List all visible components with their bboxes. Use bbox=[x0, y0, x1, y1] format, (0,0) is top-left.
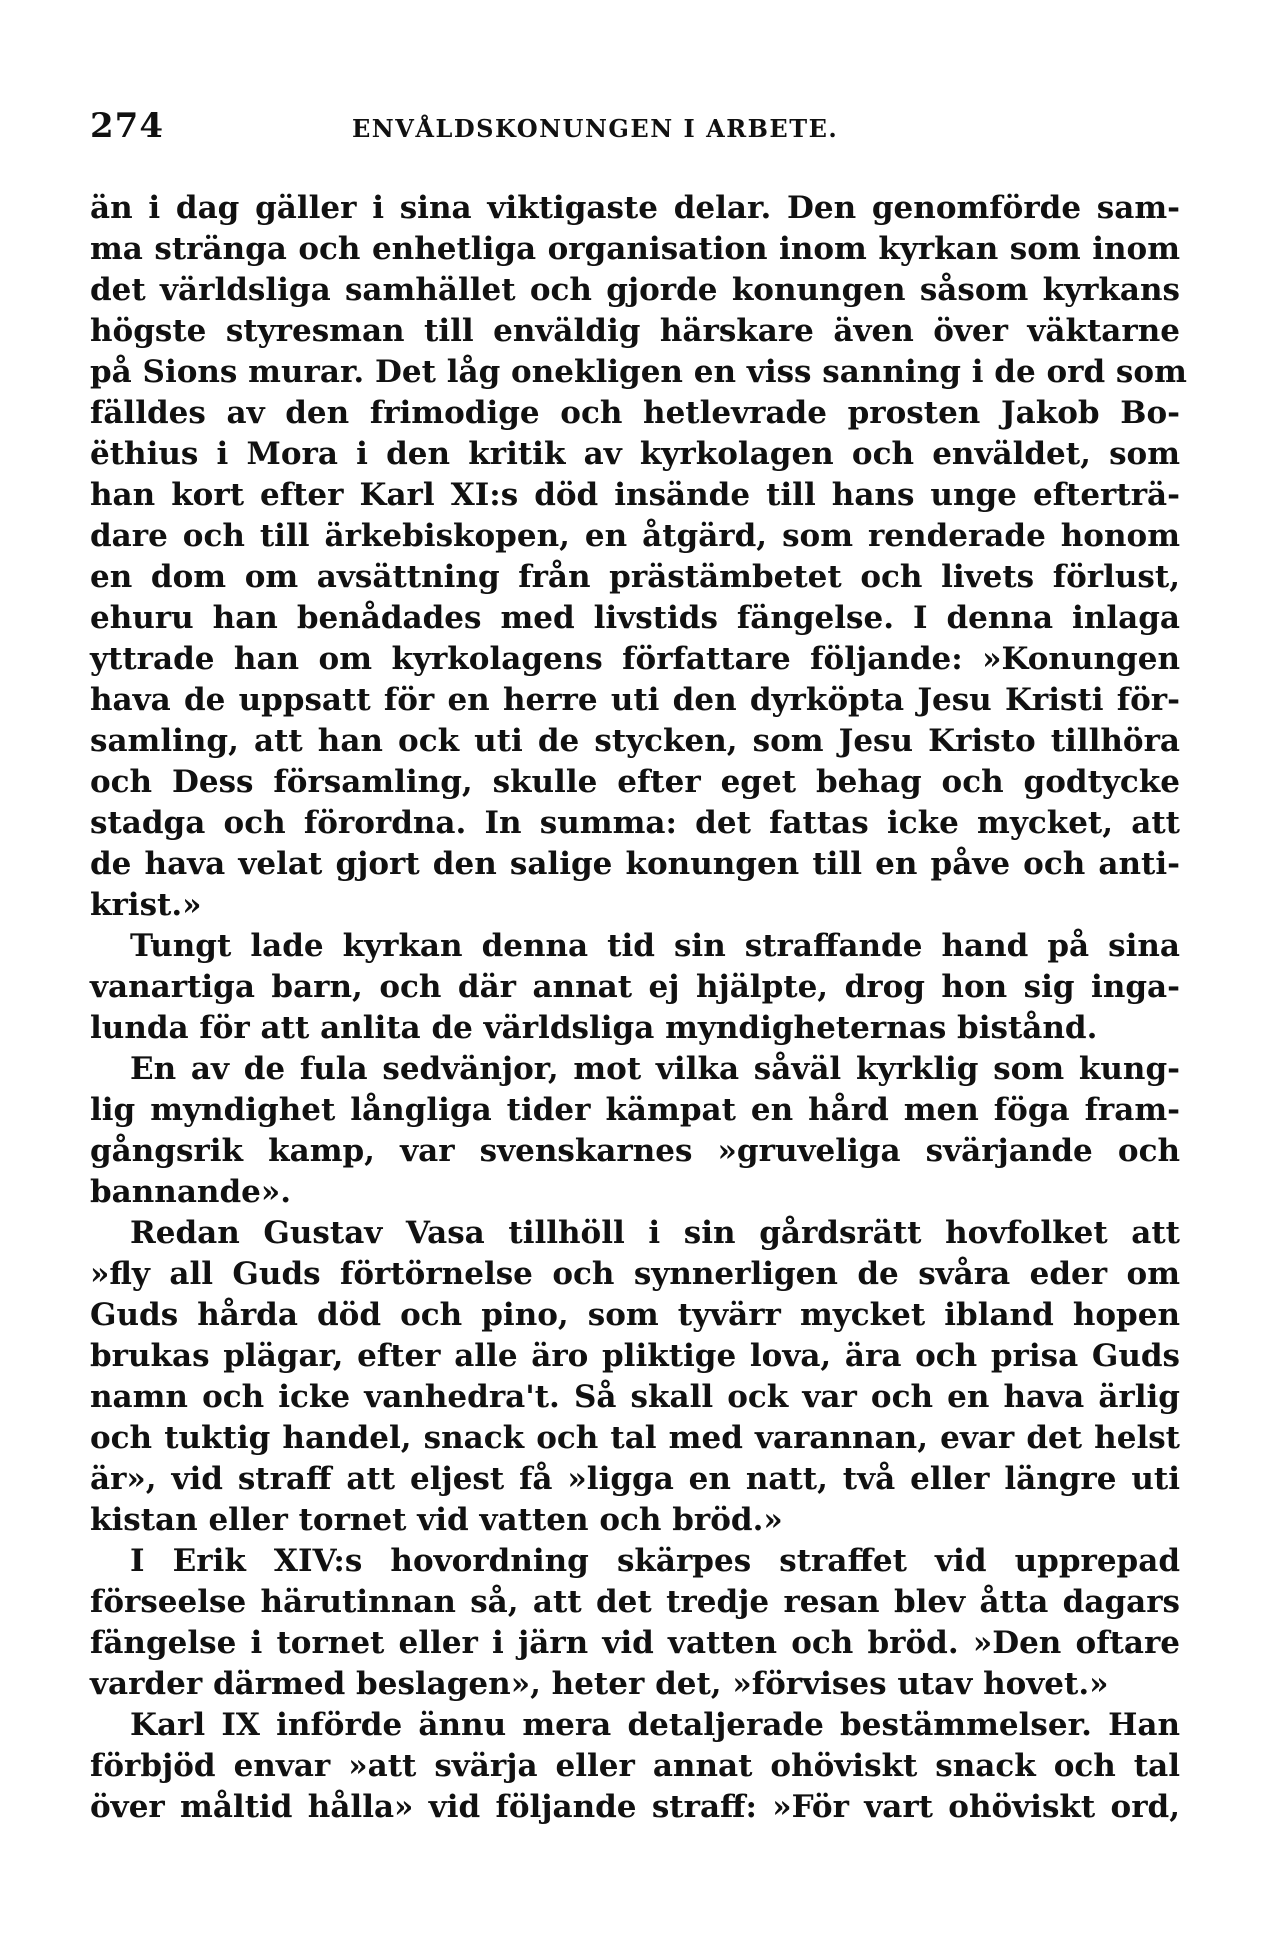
text-line: ehuru han benådades med livstids fängelse. I denna inlaga bbox=[90, 600, 1180, 636]
text-line: varder därmed beslagen», heter det, »förvises utav hovet.» bbox=[90, 1666, 1109, 1702]
text-line: En av de fula sedvänjor, mot vilka såväl kyrklig som kung- bbox=[130, 1051, 1180, 1087]
text-line: över måltid hålla» vid följande straff: »För vart ohöviskt ord, bbox=[90, 1789, 1180, 1825]
text-line: högste styresman till enväldig härskare även över väktarne bbox=[90, 313, 1180, 349]
text-line: kistan eller tornet vid vatten och bröd.» bbox=[90, 1502, 783, 1538]
text-line: lunda för att anlita de världsliga myndigheternas bistånd. bbox=[90, 1010, 1098, 1046]
text-line: en dom om avsättning från prästämbetet och livets förlust, bbox=[90, 559, 1180, 595]
text-line: förseelse härutinnan så, att det tredje resan blev åtta dagars bbox=[90, 1584, 1180, 1620]
text-line: och Dess församling, skulle efter eget behag och godtycke bbox=[90, 764, 1180, 800]
text-line: Tungt lade kyrkan denna tid sin straffande hand på sina bbox=[130, 928, 1180, 964]
body-text bbox=[90, 188, 1187, 1828]
text-line: fängelse i tornet eller i järn vid vatten och bröd. »Den oftare bbox=[90, 1625, 1180, 1661]
text-line: fälldes av den frimodige och hetlevrade prosten Jakob Bo- bbox=[90, 395, 1180, 431]
text-line: »fly all Guds förtörnelse och synnerligen de svåra eder om bbox=[90, 1256, 1180, 1292]
text-line: hava de uppsatt för en herre uti den dyrköpta Jesu Kristi för- bbox=[90, 682, 1180, 718]
text-line: bannande». bbox=[90, 1174, 292, 1210]
text-line: dare och till ärkebiskopen, en åtgärd, som renderade honom bbox=[90, 518, 1180, 554]
running-head bbox=[90, 106, 1180, 156]
text-line: är», vid straff att eljest få »ligga en natt, två eller längre uti bbox=[90, 1461, 1180, 1497]
running-title: ENVÅLDSKONUNGEN I ARBETE. bbox=[352, 114, 839, 143]
text-line: ëthius i Mora i den kritik av kyrkolagen och enväldet, som bbox=[90, 436, 1180, 472]
text-line: lig myndighet långliga tider kämpat en hård men föga fram- bbox=[90, 1092, 1180, 1128]
text-line: I Erik XIV:s hovordning skärpes straffet vid upprepad bbox=[130, 1543, 1180, 1579]
text-line: stadga och förordna. In summa: det fattas icke mycket, att bbox=[90, 805, 1180, 841]
text-line: de hava velat gjort den salige konungen till en påve och anti- bbox=[90, 846, 1180, 882]
book-page bbox=[90, 106, 1187, 1828]
text-line: ma stränga och enhetliga organisation inom kyrkan som inom bbox=[90, 231, 1180, 267]
text-line: förbjöd envar »att svärja eller annat ohöviskt snack och tal bbox=[90, 1748, 1180, 1784]
text-line: Guds hårda död och pino, som tyvärr mycket ibland hopen bbox=[90, 1297, 1180, 1333]
text-line: det världsliga samhället och gjorde konungen såsom kyrkans bbox=[90, 272, 1180, 308]
text-line: gångsrik kamp, var svenskarnes »gruveliga svärjande och bbox=[90, 1133, 1180, 1169]
text-line: på Sions murar. Det låg onekligen en viss sanning i de ord som bbox=[90, 354, 1187, 390]
text-line: och tuktig handel, snack och tal med varannan, evar det helst bbox=[90, 1420, 1180, 1456]
page-number: 274 bbox=[90, 106, 164, 146]
text-line: krist.» bbox=[90, 887, 202, 923]
text-line: Redan Gustav Vasa tillhöll i sin gårdsrätt hovfolket att bbox=[130, 1215, 1180, 1251]
text-line: namn och icke vanhedra't. Så skall ock var och en hava ärlig bbox=[90, 1379, 1180, 1415]
text-line: Karl IX införde ännu mera detaljerade bestämmelser. Han bbox=[130, 1707, 1180, 1743]
text-line: brukas plägar, efter alle äro pliktige lova, ära och prisa Guds bbox=[90, 1338, 1180, 1374]
text-line: samling, att han ock uti de stycken, som Jesu Kristo tillhöra bbox=[90, 723, 1180, 759]
text-line: han kort efter Karl XI:s död insände till hans unge efterträ- bbox=[90, 477, 1180, 513]
text-line: än i dag gäller i sina viktigaste delar. Den genomförde sam- bbox=[90, 190, 1180, 226]
text-line: vanartiga barn, och där annat ej hjälpte, drog hon sig inga- bbox=[90, 969, 1180, 1005]
text-line: yttrade han om kyrkolagens författare följande: »Konungen bbox=[90, 641, 1180, 677]
